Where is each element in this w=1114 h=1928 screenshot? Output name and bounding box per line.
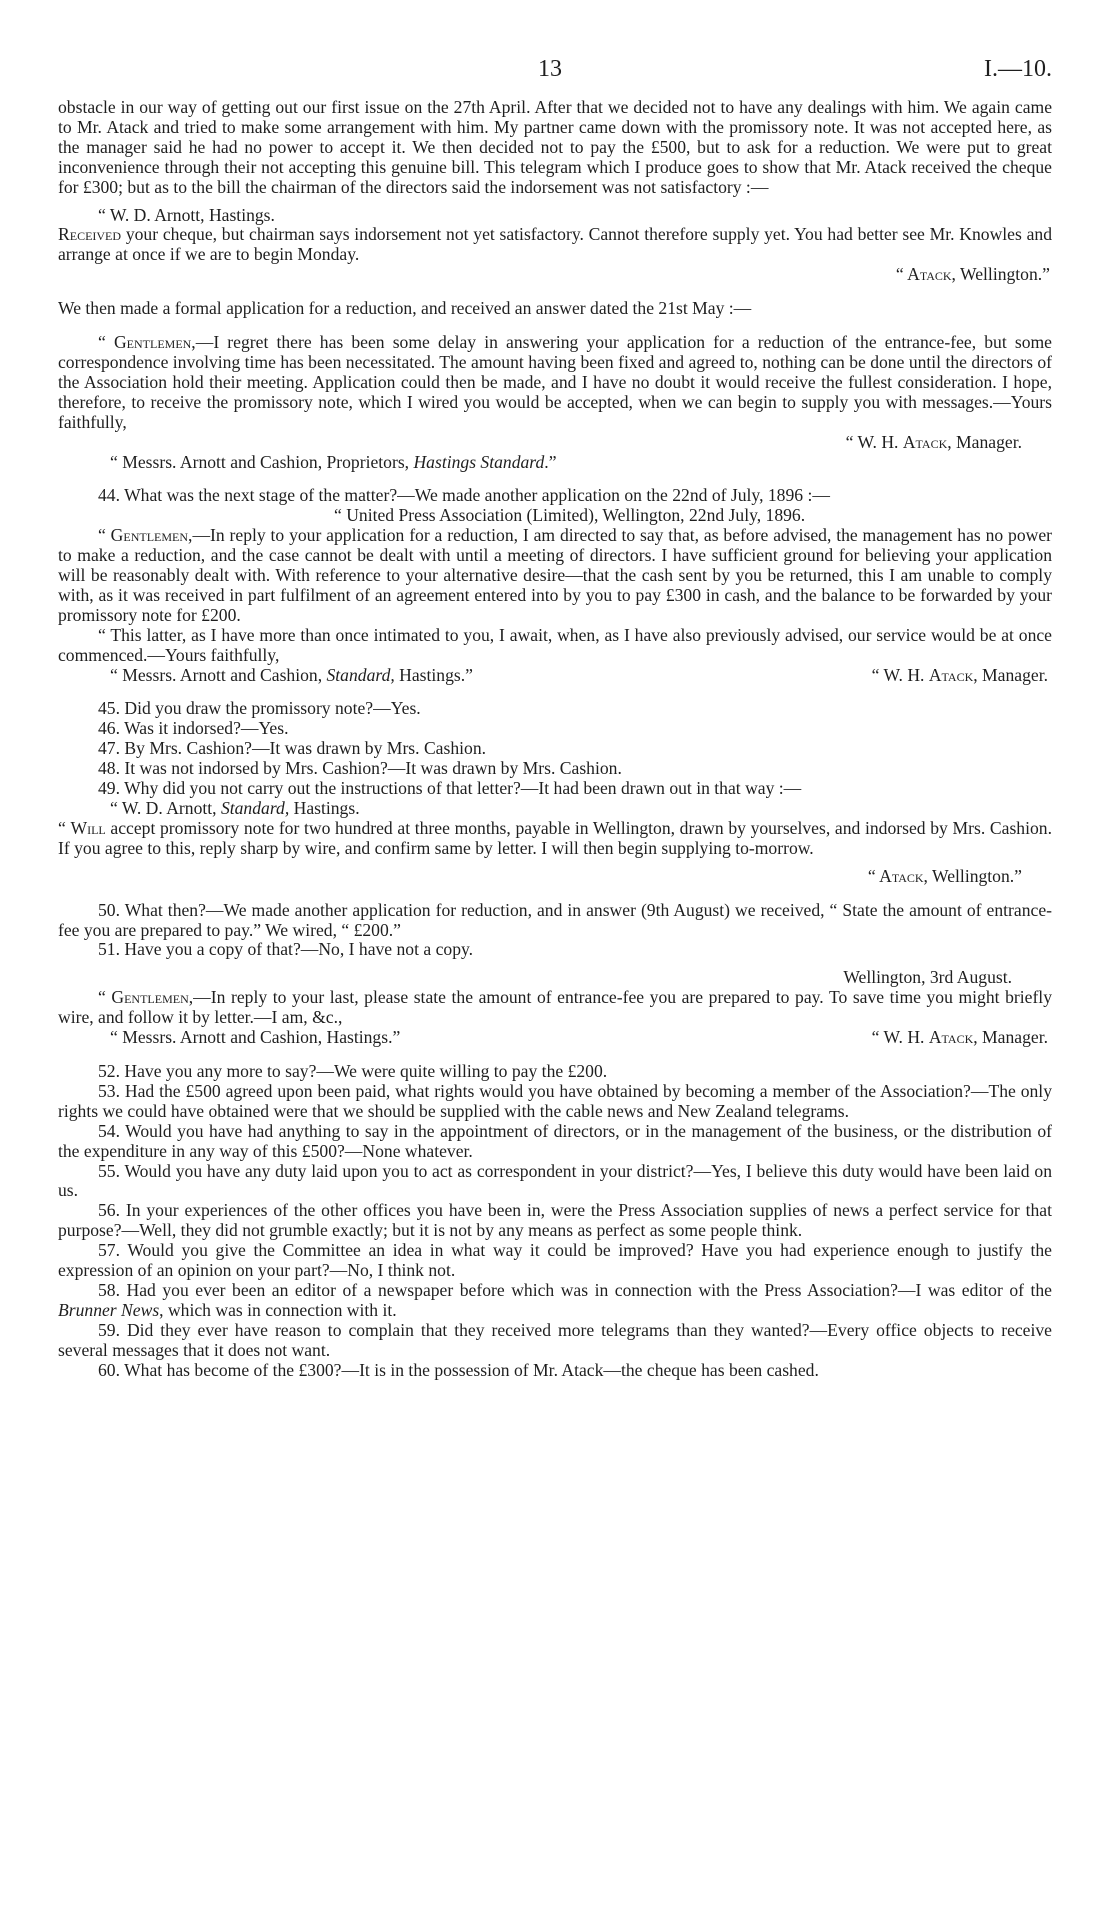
telegram-2-signature	[58, 867, 1052, 887]
letter-2-footer	[58, 666, 1052, 686]
question-59: 59. Did they ever have reason to complain that they received more telegrams than they wanted?—Every office objects to receive several messages that it does not want.	[58, 1319, 1052, 1360]
question-45: 45. Did you draw the promissory note?—Yes.	[98, 698, 421, 719]
quote-mark: “	[58, 817, 71, 838]
letter-3-signature	[872, 1028, 1048, 1048]
sig-name: “ Atack,	[867, 865, 928, 886]
letter-1-signature	[58, 433, 1052, 453]
page-header	[58, 56, 1052, 98]
question-58	[58, 1281, 1052, 1321]
letter-1-text: —I regret there has been some delay in answering your application for a reduction of the entrance-fee, but some correspondence involving time has been necessitated. The amount having been fixed and agreed to, nothing can be done until the directors of the Association hold their meeting. Application could then be made, and I have no doubt it would receive the fullest consideration. I hope, therefore, to receive the promissory note, which I wired you would be accepted, when we can begin to supply you with messages.—Yours faithfully,	[58, 332, 1052, 432]
telegram-1-addressee: “ W. D. Arnott, Hastings.	[98, 204, 275, 225]
letter-2-body-2: “ This latter, as I have more than once intimated to you, I await, when, as I have also previously advised, our service would be at once commenced.—Yours faithfully,	[58, 624, 1052, 665]
sig-initials: “ W. H.	[845, 431, 903, 452]
letter-2-salutation: Gentlemen,	[110, 525, 193, 546]
quote-mark: “	[98, 987, 112, 1008]
question-57: 57. Would you give the Committee an idea in what way it could be improved? Have you had experience enough to justify the expression of an opinion on your part?—No, I think not.	[58, 1240, 1052, 1281]
letter-3-salutation: Gentlemen,	[111, 987, 194, 1008]
newspaper-name: Brunner News	[58, 1299, 160, 1320]
letter-3-place-date: Wellington, 3rd August.	[843, 967, 1012, 988]
letter-1-addressee	[58, 453, 1052, 473]
sig-title: Manager.	[977, 1027, 1048, 1048]
telegram-1-lead: Received	[58, 224, 122, 245]
telegram-1-text: your cheque, but chairman says indorsement not yet satisfactory. Cannot therefore supply yet. You had better see Mr. Knowles and arrange at once if we are to begin Monday.	[58, 224, 1052, 265]
newspaper-name: Standard,	[220, 798, 290, 818]
question-49: 49. Why did you not carry out the instructions of that letter?—It had been drawn out in that way :—	[98, 778, 802, 799]
question-48: 48. It was not indorsed by Mrs. Cashion?—It was drawn by Mrs. Cashion.	[98, 758, 622, 779]
telegram-2-lead: Will	[70, 817, 106, 838]
addressee-text: “ Messrs. Arnott and Cashion,	[110, 664, 327, 685]
letter-1-body	[58, 333, 1052, 433]
question-56: 56. In your experiences of the other offices you have been in, were the Press Association supplies of news a perfect service for that purpose?—Well, they did not grumble exactly; but it is not by any means as perfect as some people think.	[58, 1200, 1052, 1241]
letter-2-body	[58, 526, 1052, 626]
sig-initials: “ W. H.	[871, 664, 929, 685]
sig-name: Atack,	[928, 1027, 978, 1048]
telegram-1-sig-name: “ Atack,	[895, 264, 956, 285]
question-47: 47. By Mrs. Cashion?—It was drawn by Mrs. Cashion.	[98, 738, 487, 759]
telegram-2-text: accept promissory note for two hundred at three months, payable in Wellington, drawn by yourselves, and indorsed by Mrs. Cashion. If you agree to this, reply sharp by wire, and confirm same by letter. I will then begin supplying to-morrow.	[58, 817, 1052, 858]
question-44: 44. What was the next stage of the matter?—We made another application on the 22nd of July, 1896 :—	[98, 485, 830, 506]
letter-3-addressee: “ Messrs. Arnott and Cashion, Hastings.”	[110, 1027, 401, 1048]
letter-1-salutation: Gentlemen,	[113, 332, 196, 353]
opening-paragraph: obstacle in our way of getting out our first issue on the 27th April. After that we decided not to have any dealings with him. We again came to Mr. Atack and tried to make some arrangement with him. My partner came down with the promissory note. It was not accepted here, as the manager said he had no power to accept it. We then decided not to pay the £500, but to ask for a reduction. We were put to great inconvenience through their not accepting this genuine bill. This telegram which I produce goes to show that Mr. Atack received the cheque for £300; but as to the bill the chairman of the directors said the indorsement was not satisfactory :—	[58, 97, 1052, 197]
addressee-text: “ Messrs. Arnott and Cashion, Proprietors,	[110, 451, 414, 472]
sig-title: Manager.	[977, 664, 1048, 685]
newspaper-name: Hastings Standard	[413, 451, 545, 472]
telegram-1-sig-place: Wellington.”	[955, 264, 1050, 285]
question-55: 55. Would you have any duty laid upon you to act as correspondent in your district?—Yes, I believe this duty would have been laid on us.	[58, 1160, 1052, 1201]
page-number: 13	[538, 56, 562, 82]
sig-title: Manager.	[951, 431, 1022, 452]
question-60: 60. What has become of the £300?—It is in the possession of Mr. Atack—the cheque has been cashed.	[98, 1359, 819, 1380]
newspaper-name: Standard,	[326, 664, 395, 685]
question-51: 51. Have you a copy of that?—No, I have not a copy.	[98, 939, 474, 960]
letter-3-footer	[58, 1028, 1052, 1048]
addressee-end: Hastings.”	[394, 664, 473, 685]
document-reference: I.—10.	[984, 56, 1052, 82]
question-46: 46. Was it indorsed?—Yes.	[98, 718, 289, 739]
telegram-1-body	[58, 225, 1052, 265]
letter-2-heading: “ United Press Association (Limited), Wellington, 22nd July, 1896.	[334, 505, 806, 526]
letter-3-body	[58, 988, 1052, 1028]
telegram-2-body	[58, 819, 1052, 859]
telegram-1-signature	[58, 265, 1052, 285]
sig-name: Atack,	[928, 664, 978, 685]
sig-place: Wellington.”	[927, 865, 1022, 886]
question-53: 53. Had the £500 agreed upon been paid, what rights would you have obtained by becoming a member of the Association?—The only rights we could have obtained were that we should be supplied with the cable news and New Zealand telegrams.	[58, 1080, 1052, 1121]
telegram-2-addressee	[58, 799, 1052, 819]
addressee-end: Hastings.	[289, 798, 360, 818]
letter-3-text: —In reply to your last, please state the amount of entrance-fee you are prepared to pay. To save time you might briefly wire, and follow it by letter.—I am, &c.,	[58, 987, 1052, 1028]
question-50: 50. What then?—We made another application for reduction, and in answer (9th August) we received, “ State the amount of entrance-fee you are prepared to pay.” We wired, “ £200.”	[58, 899, 1052, 940]
letter-2-text: —In reply to your application for a reduction, I am directed to say that, as before advised, the management has no power to make a reduction, and the case cannot be dealt with until a meeting of directors. I have sufficient ground for believing your application will be reasonably dealt with. With reference to your alternative desire—that the cash sent by you be returned, this I am unable to comply with, as it was received in part fulfilment of an agreement entered into by you to pay £300 in cash, and the balance to be forwarded by your promissory note for £200.	[58, 525, 1052, 625]
letter-2-signature	[872, 666, 1048, 686]
formal-application: We then made a formal application for a reduction, and received an answer dated the 21st May :—	[58, 298, 752, 319]
quote-mark: “	[98, 332, 114, 353]
sig-name: Atack,	[902, 431, 952, 452]
question-58-end: , which was in connection with it.	[159, 1299, 397, 1320]
addressee-text: “ W. D. Arnott,	[110, 798, 221, 818]
question-52: 52. Have you any more to say?—We were quite willing to pay the £200.	[98, 1060, 608, 1081]
addressee-end: .”	[544, 451, 557, 472]
quote-mark: “	[98, 525, 111, 546]
question-58-text: 58. Had you ever been an editor of a newspaper before which was in connection with the Press Association?—I was editor of the	[98, 1279, 1052, 1300]
question-54: 54. Would you have had anything to say in the appointment of directors, or in the management of the business, or the distribution of the expenditure in any way of this £500?—None whatever.	[58, 1120, 1052, 1161]
sig-initials: “ W. H.	[871, 1027, 929, 1048]
letter-2-addressee	[110, 666, 473, 686]
